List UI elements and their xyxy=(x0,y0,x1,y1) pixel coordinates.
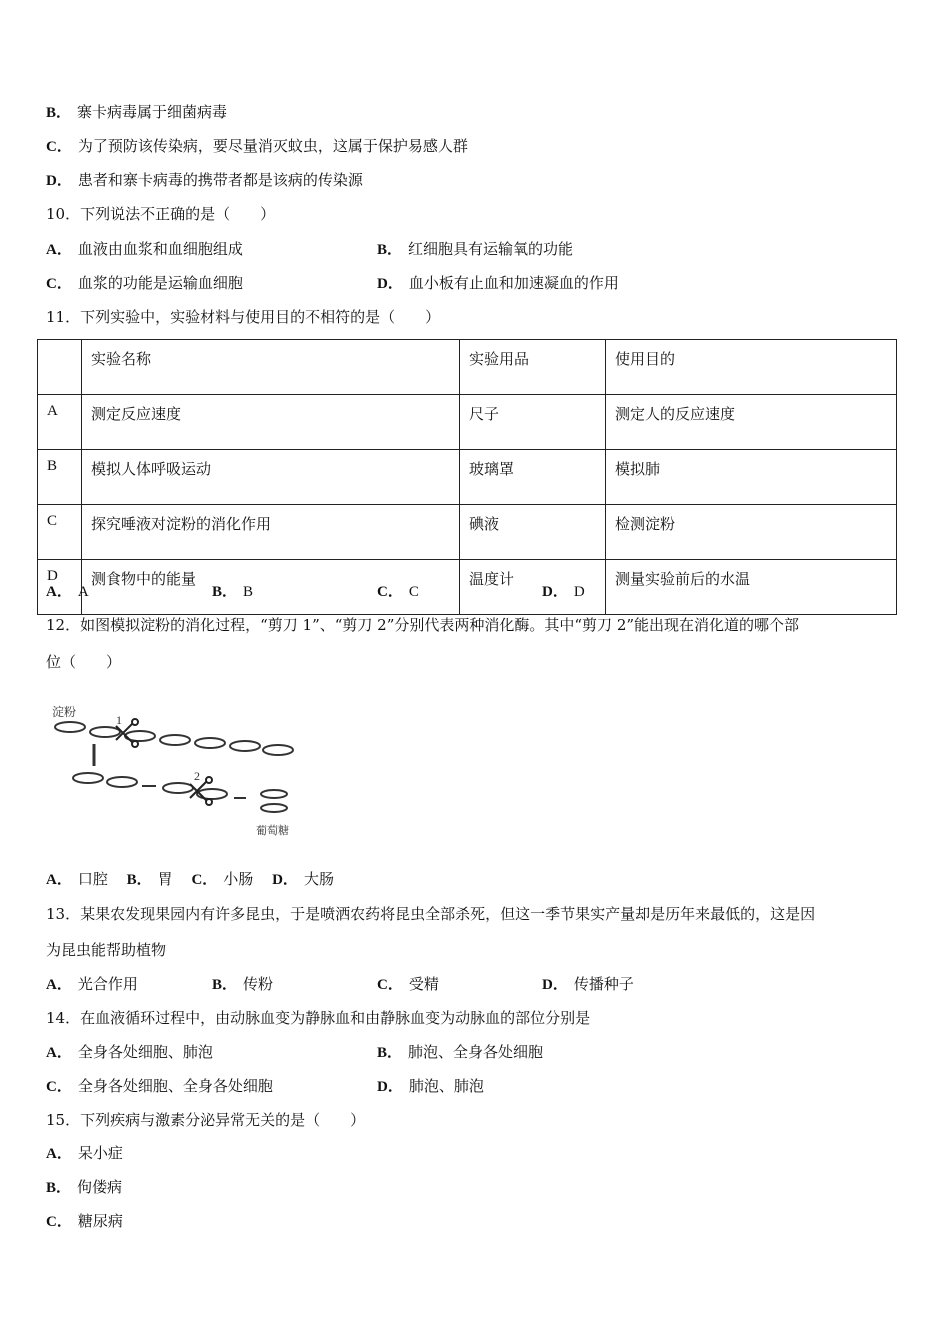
q13-stem-line2: 为昆虫能帮助植物 xyxy=(46,941,167,959)
table-cell: 模拟肺 xyxy=(606,450,897,505)
q9-option-b: B． 寨卡病毒属于细菌病毒 xyxy=(46,103,228,121)
q14-option-b: B． 肺泡、全身各处细胞 xyxy=(377,1043,544,1061)
q15-stem: 15．下列疾病与激素分泌异常无关的是（ ） xyxy=(46,1111,366,1129)
table-cell: 检测淀粉 xyxy=(606,505,897,560)
q11-option-d: D． D xyxy=(542,584,585,600)
q14-stem: 14．在血液循环过程中，由动脉血变为静脉血和由静脉血变为动脉血的部位分别是 xyxy=(46,1009,591,1027)
q10-stem: 10．下列说法不正确的是（ ） xyxy=(46,205,276,223)
q12-stem-line1: 12．如图模拟淀粉的消化过程，“剪刀 1”、“剪刀 2”分别代表两种消化酶。其中“剪刀 2”能出现在消化道的哪个部 xyxy=(46,616,800,634)
table-header-cell xyxy=(38,340,82,395)
q14-option-c: C． 全身各处细胞、全身各处细胞 xyxy=(46,1077,273,1095)
table-cell: A xyxy=(38,395,82,450)
figure-label-glucose: 葡萄糖 xyxy=(256,824,289,837)
table-header-cell: 使用目的 xyxy=(606,340,897,395)
q9-option-d: D． 患者和寨卡病毒的携带者都是该病的传染源 xyxy=(46,171,363,189)
figure-label-starch: 淀粉 xyxy=(52,705,77,719)
table-cell: D xyxy=(38,560,82,615)
q13-option-c: C． 受精 xyxy=(377,975,439,993)
q10-option-c: C． 血浆的功能是运输血细胞 xyxy=(46,274,243,292)
table-cell: 碘液 xyxy=(460,505,606,560)
q9-option-c: C． 为了预防该传染病，要尽量消灭蚊虫，这属于保护易感人群 xyxy=(46,137,468,155)
q11-stem: 11．下列实验中，实验材料与使用目的不相符的是（ ） xyxy=(46,308,441,326)
q12-stem-line2: 位（ ） xyxy=(46,653,122,671)
q12-options: A． 口腔 B． 胃 C． 小肠 D． 大肠 xyxy=(46,870,334,888)
table-cell: 玻璃罩 xyxy=(460,450,606,505)
scissor-1-label: 1 xyxy=(116,713,122,727)
q11-option-c: C． C xyxy=(377,584,419,600)
q15-option-c: C． 糖尿病 xyxy=(46,1212,123,1230)
table-row xyxy=(38,505,897,560)
table-header-cell: 实验名称 xyxy=(82,340,460,395)
table-header-cell: 实验用品 xyxy=(460,340,606,395)
q11-option-a: A． A xyxy=(46,584,89,600)
table-row xyxy=(38,395,897,450)
table-cell: 测定反应速度 xyxy=(82,395,460,450)
table-cell: 测定人的反应速度 xyxy=(606,395,897,450)
table-cell: 尺子 xyxy=(460,395,606,450)
q13-option-a: A． 光合作用 xyxy=(46,975,138,993)
scissor-2-label: 2 xyxy=(194,769,200,783)
table-cell: 探究唾液对淀粉的消化作用 xyxy=(82,505,460,560)
starch-digestion-figure xyxy=(50,700,310,845)
maltose-chain xyxy=(73,773,287,812)
table-cell: C xyxy=(38,505,82,560)
q11-option-b: B． B xyxy=(212,584,254,600)
q10-option-b: B． 红细胞具有运输氧的功能 xyxy=(377,240,574,258)
q10-option-a: A． 血液由血浆和血细胞组成 xyxy=(46,240,243,258)
table-header-row xyxy=(38,340,897,395)
table-cell: B xyxy=(38,450,82,505)
q15-option-b: B． 佝偻病 xyxy=(46,1178,123,1196)
q15-option-a: A． 呆小症 xyxy=(46,1144,123,1162)
table-cell: 温度计 xyxy=(460,560,606,615)
table-cell: 测食物中的能量 xyxy=(82,560,460,615)
q13-stem-line1: 13．某果农发现果园内有许多昆虫，于是喷洒农药将昆虫全部杀死，但这一季节果实产量却是历年来最低的，这是因 xyxy=(46,905,816,923)
starch-chain xyxy=(55,722,293,755)
experiment-table xyxy=(37,339,897,615)
q10-option-d: D． 血小板有止血和加速凝血的作用 xyxy=(377,274,619,292)
q14-option-d: D． 肺泡、肺泡 xyxy=(377,1077,484,1095)
q14-option-a: A． 全身各处细胞、肺泡 xyxy=(46,1043,213,1061)
table-cell: 测量实验前后的水温 xyxy=(606,560,897,615)
q13-option-b: B． 传粉 xyxy=(212,975,274,993)
table-row xyxy=(38,560,897,615)
table-cell: 模拟人体呼吸运动 xyxy=(82,450,460,505)
q13-option-d: D． 传播种子 xyxy=(542,975,634,993)
table-row xyxy=(38,450,897,505)
